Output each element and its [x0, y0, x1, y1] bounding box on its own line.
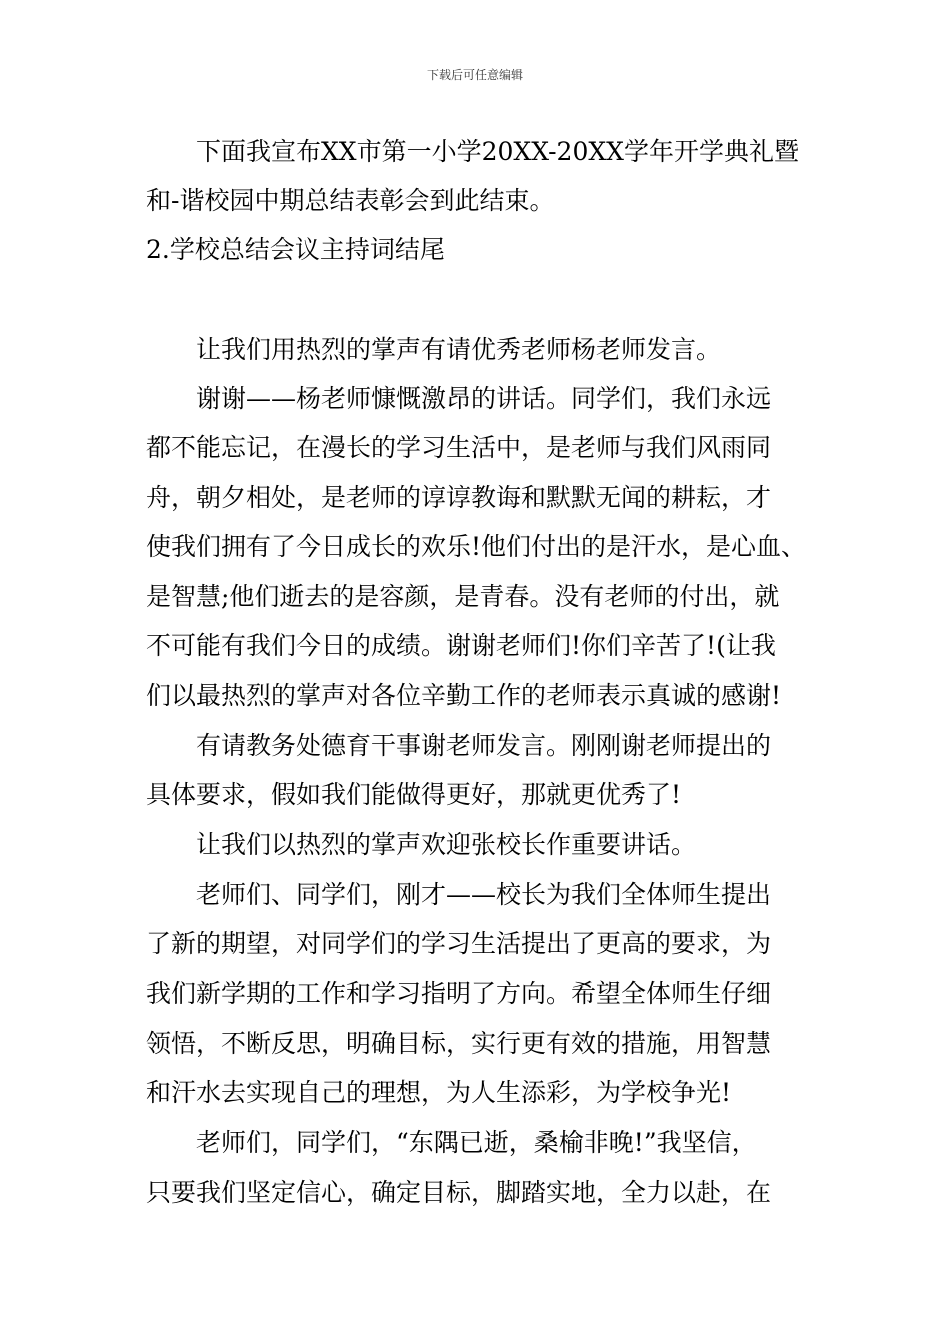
- text-line: 我们新学期的工作和学习指明了方向。希望全体师生仔细: [146, 979, 772, 1008]
- text-line: 具体要求，假如我们能做得更好，那就更优秀了!: [146, 780, 682, 809]
- text-line: 有请教务处德育干事谢老师发言。刚刚谢老师提出的: [196, 731, 772, 760]
- text-line: 老师们，同学们，“东隅已逝，桑榆非晚!”我坚信，: [196, 1128, 757, 1157]
- page-header: 下载后可任意编辑: [426, 68, 523, 82]
- text-line: 舟，朝夕相处，是老师的谆谆教诲和默默无闻的耕耘，才: [146, 483, 772, 512]
- text-line: 不可能有我们今日的成绩。谢谢老师们!你们辛苦了!(让我: [146, 631, 776, 660]
- text-line: 只要我们坚定信心，确定目标，脚踏实地，全力以赴，在: [146, 1178, 772, 1207]
- text-line: 老师们、同学们，刚才——校长为我们全体师生提出: [196, 880, 772, 909]
- text-line: 领悟，不断反思，明确目标，实行更有效的措施，用智慧: [146, 1029, 772, 1058]
- text-line: 让我们用热烈的掌声有请优秀老师杨老师发言。: [196, 335, 722, 364]
- text-line: 和汗水去实现自己的理想，为人生添彩，为学校争光!: [146, 1078, 732, 1107]
- text-line: 让我们以热烈的掌声欢迎张校长作重要讲话。: [196, 830, 697, 859]
- text-line: 和-谐校园中期总结表彰会到此结束。: [146, 186, 555, 215]
- text-line: 都不能忘记，在漫长的学习生活中，是老师与我们风雨同: [146, 433, 772, 462]
- text-line: 了新的期望，对同学们的学习生活提出了更高的要求，为: [146, 929, 772, 958]
- section-heading: 2.学校总结会议主持词结尾: [146, 235, 445, 264]
- text-line: 谢谢——杨老师慷慨激昂的讲话。同学们，我们永远: [196, 384, 772, 413]
- text-line: 们以最热烈的掌声对各位辛勤工作的老师表示真诚的感谢!: [146, 681, 782, 710]
- text-line: 下面我宣布XX市第一小学20XX-20XX学年开学典礼暨: [196, 137, 799, 166]
- text-line: 使我们拥有了今日成长的欢乐!他们付出的是汗水，是心血、: [146, 532, 807, 561]
- text-line: 是智慧;他们逝去的是容颜，是青春。没有老师的付出，就: [146, 582, 780, 611]
